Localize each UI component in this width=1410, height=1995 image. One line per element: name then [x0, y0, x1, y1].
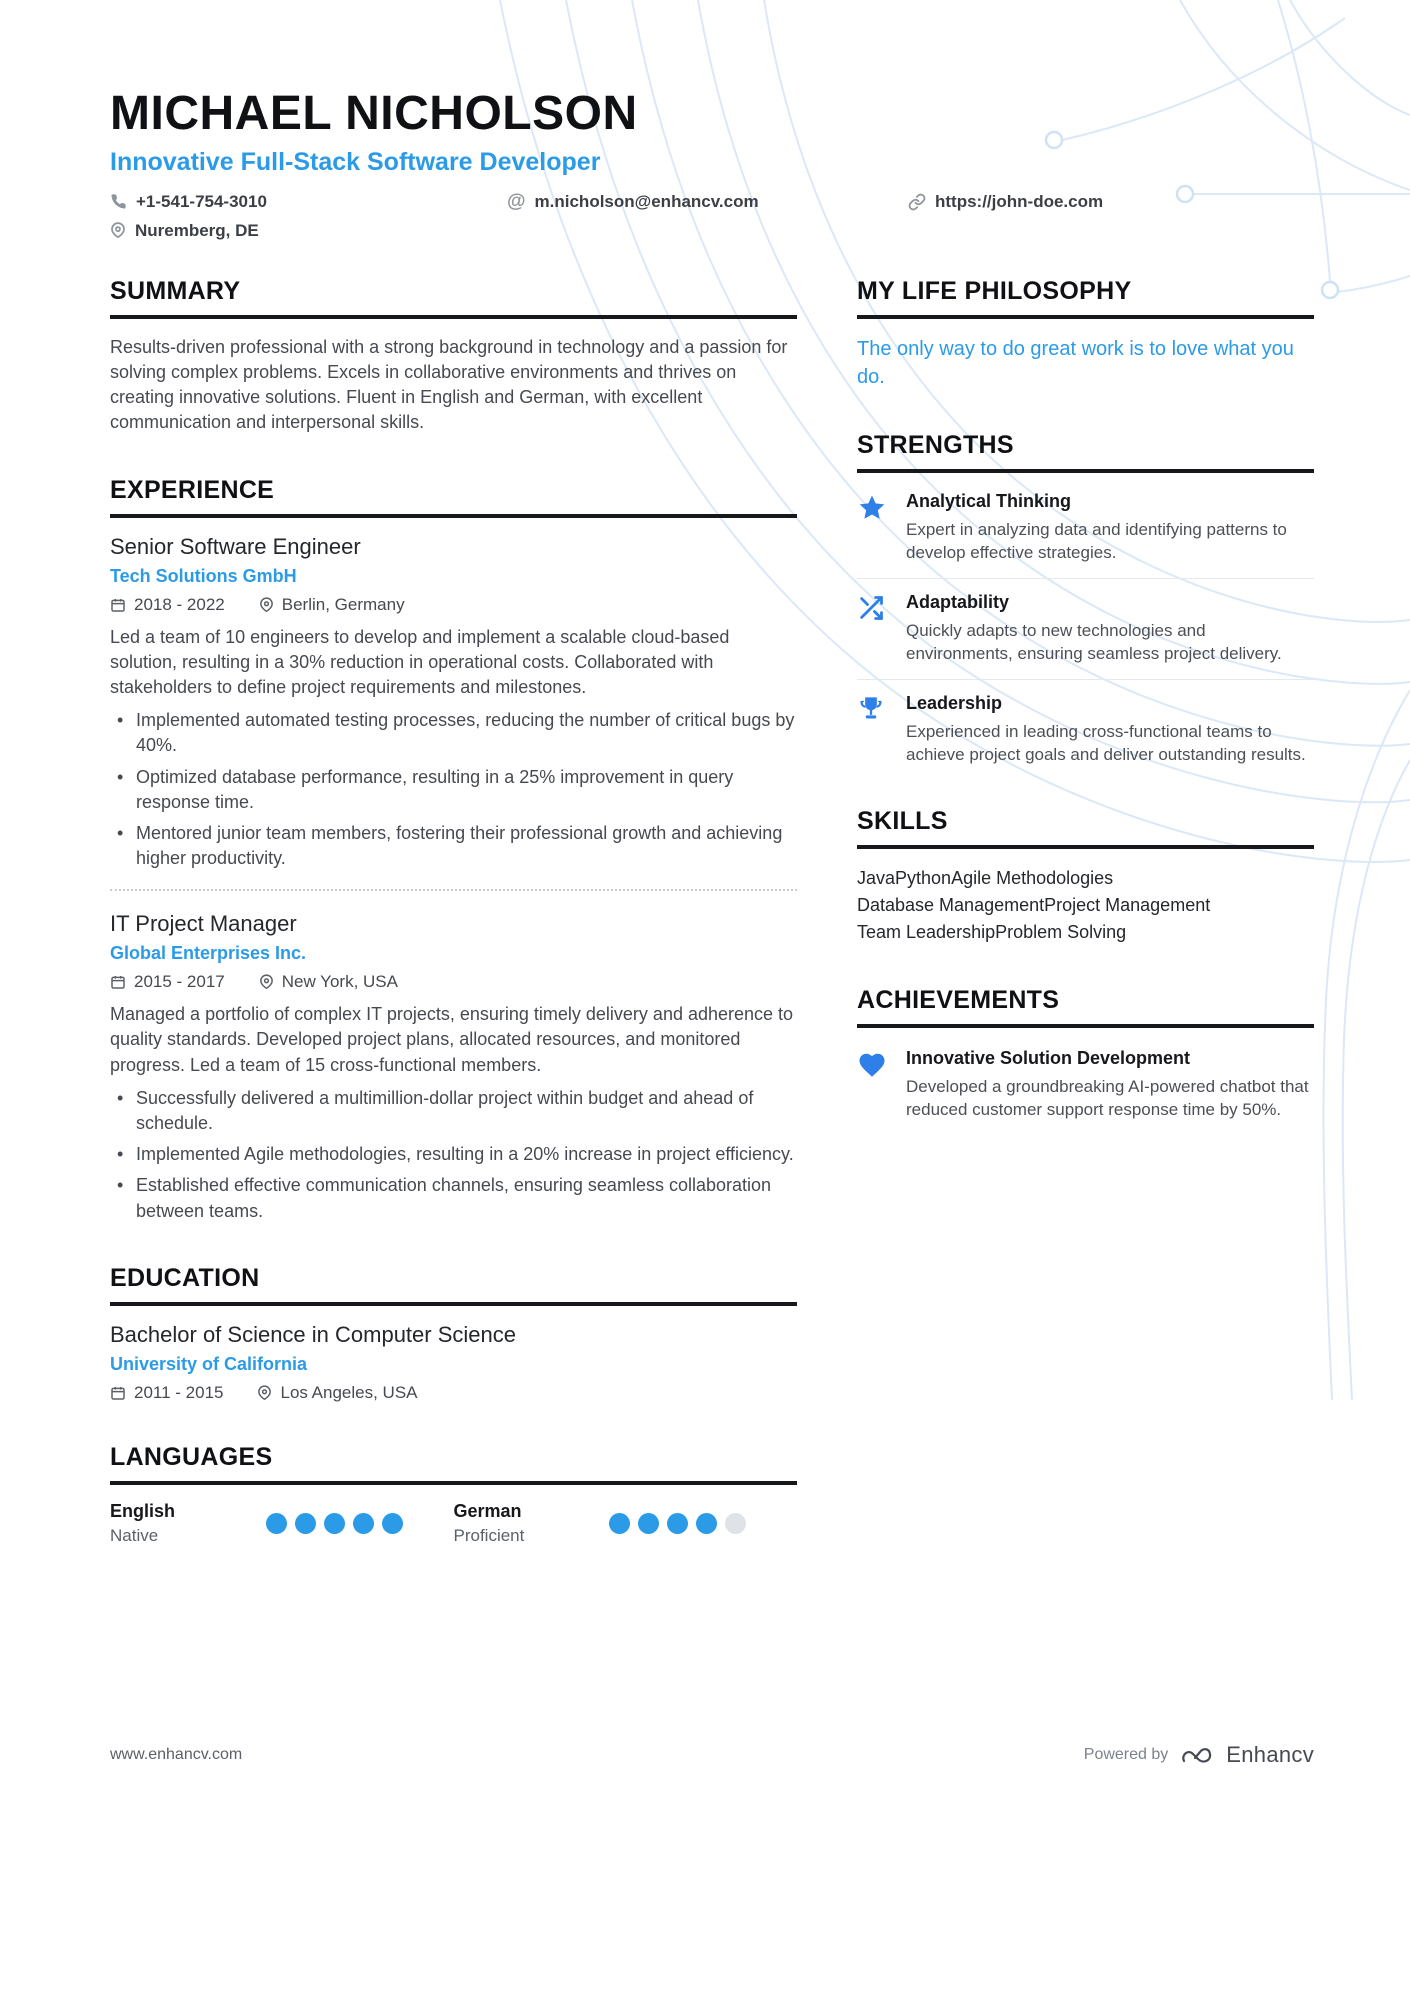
- left-column: [110, 277, 797, 1586]
- education-section: [110, 1264, 797, 1403]
- contact-row-primary: [110, 192, 1314, 212]
- phone-link[interactable]: [110, 192, 507, 212]
- achievement-body: [906, 1048, 1314, 1122]
- degree-name: Bachelor of Science in Computer Science: [110, 1321, 516, 1347]
- link-icon: [908, 193, 926, 211]
- right-column: [857, 277, 1314, 1586]
- summary-title: SUMMARY: [110, 277, 797, 319]
- job-role: IT Project Manager: [110, 911, 297, 937]
- philosophy-quote: The only way to do great work is to love what you do.: [857, 337, 1294, 388]
- calendar-icon: [110, 1385, 126, 1401]
- phone-icon: [110, 193, 127, 210]
- education-title: EDUCATION: [110, 1264, 797, 1306]
- skills-row: [857, 892, 1314, 919]
- map-pin-icon: [259, 974, 274, 990]
- language-name: German: [453, 1500, 522, 1521]
- email-link[interactable]: [507, 192, 908, 212]
- education-meta: [110, 1383, 797, 1403]
- job-description: Managed a portfolio of complex IT projects, ensuring timely delivery and adherence to quality standards. Developed project plans, allocated resources, and monitored progress. Led a team of 15 cross-functional members.: [110, 1004, 794, 1075]
- achievements-section: [857, 986, 1314, 1122]
- skill-item: Agile Methodologies: [951, 867, 1114, 888]
- skills-row: [857, 865, 1314, 892]
- bullet-item: • Implemented Agile methodologies, resulting in a 20% increase in project efficiency.: [110, 1142, 797, 1167]
- language-level-dot: [667, 1513, 688, 1534]
- school-name: University of California: [110, 1353, 308, 1374]
- location-item: [257, 1383, 417, 1403]
- location-item: [110, 221, 259, 241]
- website-url: https://john-doe.com: [935, 191, 1104, 211]
- footer-url[interactable]: www.enhancv.com: [110, 1746, 243, 1763]
- language-name: English: [110, 1500, 176, 1521]
- language-level-dot: [266, 1513, 287, 1534]
- strength-item: [857, 680, 1314, 767]
- achievement-item: [857, 1044, 1314, 1122]
- skills-title: SKILLS: [857, 807, 1314, 849]
- skill-item: Java: [857, 867, 896, 888]
- strength-name: Analytical Thinking: [906, 490, 1072, 511]
- adaptability-icon: [857, 592, 889, 666]
- experience-section: [110, 476, 797, 1224]
- map-pin-icon: [110, 222, 126, 239]
- calendar-icon: [110, 974, 126, 990]
- strength-text: Expert in analyzing data and identifying patterns to develop effective strategies.: [906, 519, 1287, 563]
- language-item: [110, 1501, 403, 1546]
- skill-item: Team Leadership: [857, 921, 996, 942]
- job-meta: [110, 595, 797, 615]
- summary-text: Results-driven professional with a strong background in technology and a passion for solving complex problems. Excels in collaborative environments and thrives on creating innovative solutions. Fluent in English and German, with excellent communication and interpersonal skills.: [110, 336, 788, 433]
- email-address: m.nicholson@enhancv.com: [534, 191, 759, 211]
- strength-text: Experienced in leading cross-functional teams to achieve project goals and deliver outstanding results.: [906, 721, 1306, 765]
- bullet-item: • Established effective communication channels, ensuring seamless collaboration between teams.: [110, 1173, 797, 1223]
- experience-title: EXPERIENCE: [110, 476, 797, 518]
- strength-name: Adaptability: [906, 591, 1010, 612]
- company-name: Global Enterprises Inc.: [110, 943, 307, 964]
- strengths-title: STRENGTHS: [857, 431, 1314, 473]
- enhancv-wordmark: Enhancv: [1226, 1742, 1314, 1767]
- language-level-dots: [609, 1513, 746, 1534]
- skills-row: [857, 919, 1314, 946]
- strength-name: Leadership: [906, 692, 1003, 713]
- languages-title: LANGUAGES: [110, 1443, 797, 1485]
- job-bullets: [110, 1086, 797, 1224]
- strength-body: [906, 592, 1314, 666]
- experience-item: [110, 911, 797, 1224]
- email-icon: @: [507, 191, 526, 213]
- language-level-dot: [638, 1513, 659, 1534]
- website-link[interactable]: [908, 192, 1103, 212]
- dates-text: 2018 - 2022: [134, 594, 225, 614]
- dates-item: [110, 1383, 223, 1403]
- strength-body: [906, 693, 1314, 767]
- job-role: Senior Software Engineer: [110, 533, 361, 559]
- location-text: Los Angeles, USA: [280, 1382, 418, 1402]
- map-pin-icon: [259, 597, 274, 613]
- map-pin-icon: [257, 1385, 272, 1401]
- language-level-dot: [725, 1513, 746, 1534]
- location-text: Berlin, Germany: [281, 594, 405, 614]
- location-item: [259, 972, 398, 992]
- skills-section: [857, 807, 1314, 946]
- person-job-title: Innovative Full-Stack Software Developer: [110, 147, 601, 176]
- powered-by-label: Powered by: [1083, 1746, 1169, 1763]
- achievement-name: Innovative Solution Development: [906, 1047, 1191, 1068]
- language-level-dot: [696, 1513, 717, 1534]
- strength-text: Quickly adapts to new technologies and environments, ensuring seamless project delivery.: [906, 620, 1282, 664]
- calendar-icon: [110, 597, 126, 613]
- strength-item: [857, 579, 1314, 680]
- dates-item: [110, 972, 225, 992]
- dates-item: [110, 595, 225, 615]
- philosophy-title: MY LIFE PHILOSOPHY: [857, 277, 1314, 319]
- languages-section: [110, 1443, 797, 1546]
- contact-row-secondary: [110, 221, 1314, 241]
- trophy-icon: [857, 693, 889, 767]
- page-footer: [110, 1742, 1314, 1768]
- dates-text: 2015 - 2017: [134, 972, 225, 992]
- language-level-dot: [295, 1513, 316, 1534]
- location-text: New York, USA: [281, 972, 398, 992]
- language-label: [454, 1501, 525, 1546]
- language-level-dot: [609, 1513, 630, 1534]
- skill-item: Problem Solving: [995, 921, 1127, 942]
- location-item: [259, 595, 405, 615]
- job-bullets: [110, 708, 797, 871]
- dates-text: 2011 - 2015: [134, 1382, 224, 1402]
- star-icon: [857, 491, 889, 565]
- skill-item: Database Management: [857, 894, 1045, 915]
- strength-item: [857, 489, 1314, 579]
- job-description: Led a team of 10 engineers to develop and implement a scalable cloud-based solution, resulting in a 30% reduction in operational costs. Collaborated with stakeholders to define project requirements and milestones.: [110, 626, 730, 697]
- language-level-dots: [266, 1513, 403, 1534]
- strengths-section: [857, 431, 1314, 767]
- skill-item: Project Management: [1044, 894, 1211, 915]
- powered-by: [1084, 1742, 1314, 1768]
- bullet-item: • Implemented automated testing processes, reducing the number of critical bugs by 40%.: [110, 708, 797, 758]
- language-level-dot: [324, 1513, 345, 1534]
- language-label: [110, 1501, 175, 1546]
- bullet-item: • Mentored junior team members, fostering their professional growth and achieving higher productivity.: [110, 821, 797, 871]
- company-name: Tech Solutions GmbH: [110, 565, 297, 586]
- language-level-label: Native: [110, 1525, 159, 1545]
- language-level-dot: [353, 1513, 374, 1534]
- enhancv-logo-icon: [1180, 1742, 1214, 1768]
- language-item: [454, 1501, 747, 1546]
- strength-body: [906, 491, 1314, 565]
- two-column-layout: [110, 277, 1314, 1586]
- bullet-item: • Optimized database performance, resulting in a 25% improvement in query response time.: [110, 765, 797, 815]
- achievements-title: ACHIEVEMENTS: [857, 986, 1314, 1028]
- languages-row: [110, 1501, 797, 1546]
- language-level-dot: [382, 1513, 403, 1534]
- skill-item: Python: [895, 867, 952, 888]
- language-level-label: Proficient: [453, 1525, 525, 1545]
- resume-header: [110, 88, 1314, 241]
- philosophy-section: [857, 277, 1314, 391]
- job-meta: [110, 972, 797, 992]
- skills-list: [857, 865, 1314, 946]
- phone-number: +1-541-754-3010: [136, 191, 267, 211]
- person-name: MICHAEL NICHOLSON: [110, 87, 638, 140]
- heart-icon: [857, 1048, 889, 1122]
- location-text: Nuremberg, DE: [135, 220, 259, 240]
- summary-section: [110, 277, 797, 436]
- experience-item: [110, 534, 797, 872]
- bullet-item: • Successfully delivered a multimillion-dollar project within budget and ahead of schedule.: [110, 1086, 797, 1136]
- experience-divider: [110, 889, 797, 891]
- achievement-text: Developed a groundbreaking AI-powered chatbot that reduced customer support response time by 50%.: [906, 1076, 1309, 1119]
